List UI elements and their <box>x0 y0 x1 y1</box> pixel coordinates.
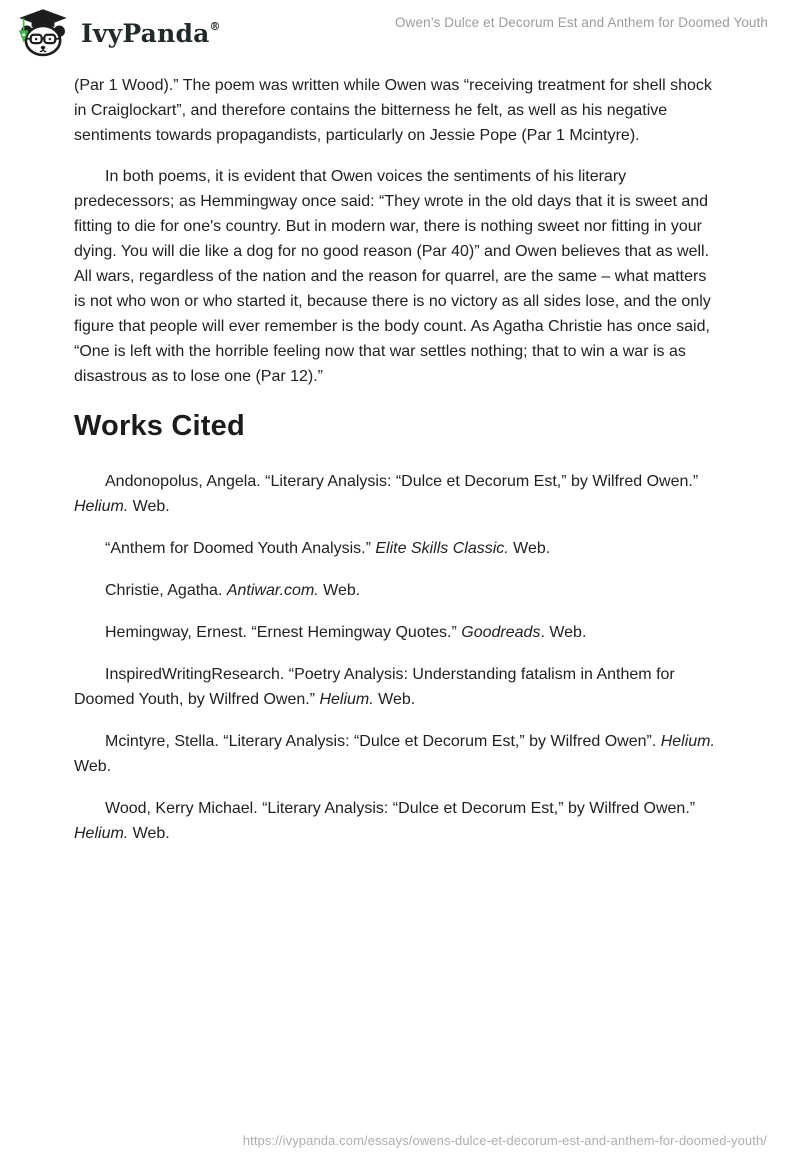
citation-entry: “Anthem for Doomed Youth Analysis.” Elite Skills Classic. Web. <box>105 540 551 557</box>
brand-wordmark: IvyPanda® <box>81 18 221 48</box>
citation-entry: InspiredWritingResearch. “Poetry Analysis: Understanding fatalism in Anthem for Doomed Youth, by Wilfred Owen.” Helium. Web. <box>74 666 675 708</box>
works-cited-heading: Works Cited <box>74 410 245 442</box>
paragraph: In both poems, it is evident that Owen voices the sentiments of his literary predecessors; as Hemmingway once said: “They wrote in the old days that it is sweet and fitting to die for one's country. But in modern war, there is nothing sweet nor fitting in your dying. You will die like a dog for no good reason (Par 40)” and Owen believes that as well. All wars, regardless of the nation and the reason for quarrel, are the same – what matters is not who won or who started it, because there is no victory as all sides lose, and the only figure that people will ever remember is the body count. As Agatha Christie has once said, “One is left with the horrible feeling now that war settles nothing; that to win a war is as disastrous as to lose one (Par 12).” <box>74 168 711 385</box>
citation-entry: Mcintyre, Stella. “Literary Analysis: “Dulce et Decorum Est,” by Wilfred Owen”. Helium. Web. <box>74 733 715 775</box>
running-head-title: Owen’s Dulce et Decorum Est and Anthem for Doomed Youth <box>395 15 768 30</box>
citation-entry: Hemingway, Ernest. “Ernest Hemingway Quotes.” Goodreads. Web. <box>105 624 587 641</box>
citations <box>74 469 722 846</box>
citation-entry: Wood, Kerry Michael. “Literary Analysis: “Dulce et Decorum Est,” by Wilfred Owen.” Helium. Web. <box>74 800 696 842</box>
paragraph: (Par 1 Wood).” The poem was written while Owen was “receiving treatment for shell shock in Craiglockart”, and therefore contains the bitterness he felt, as well as his negative sentiments towards propagandists, particularly on Jessie Pope (Par 1 Mcintyre). <box>74 77 712 144</box>
citation-entry: Andonopolus, Angela. “Literary Analysis: “Dulce et Decorum Est,” by Wilfred Owen.” Helium. Web. <box>74 473 699 515</box>
essay-content <box>0 60 800 846</box>
page-header <box>0 0 800 60</box>
registered-trademark-mark: ® <box>209 19 221 33</box>
brand-logo[interactable] <box>14 7 221 59</box>
ivypanda-panda-logo-icon <box>14 7 72 59</box>
citation-entry: Christie, Agatha. Antiwar.com. Web. <box>105 582 361 599</box>
source-url: https://ivypanda.com/essays/owens-dulce-et-decorum-est-and-anthem-for-doomed-youth/ <box>242 1133 767 1148</box>
page-footer <box>243 1133 767 1148</box>
